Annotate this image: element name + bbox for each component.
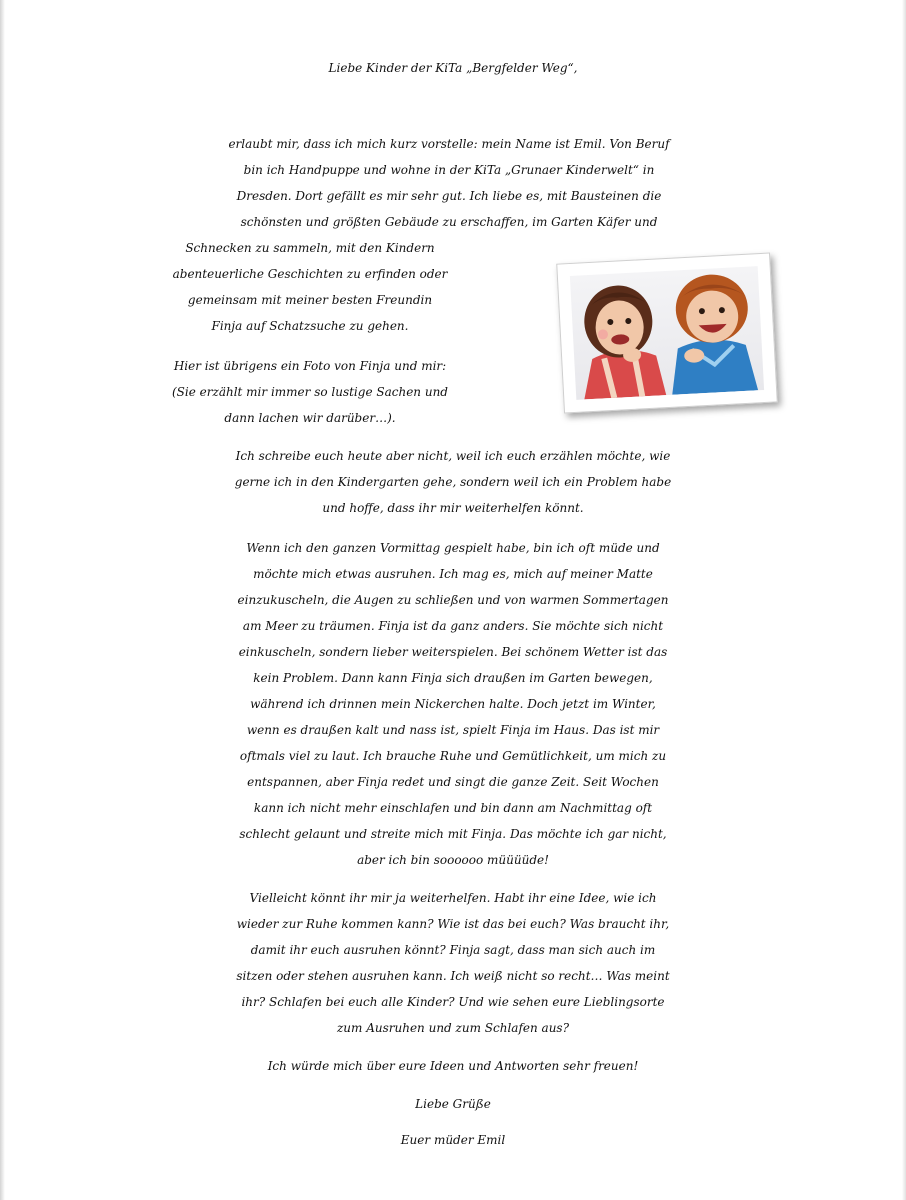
letter-signature: Euer müder Emil	[400, 1133, 506, 1147]
letter-line: zum Ausruhen und zum Schlafen aus?	[336, 1021, 570, 1035]
letter-line: Wenn ich den ganzen Vormittag gespielt habe, bin ich oft müde und	[246, 541, 660, 555]
letter-line: Hier ist übrigens ein Foto von Finja und mir:	[173, 359, 447, 373]
letter-line: während ich drinnen mein Nickerchen halte. Doch jetzt im Winter,	[250, 697, 656, 711]
letter-line: gemeinsam mit meiner besten Freundin	[187, 293, 433, 307]
letter-closing: Liebe Grüße	[415, 1097, 491, 1111]
letter-line: Vielleicht könnt ihr mir ja weiterhelfen. Habt ihr eine Idee, wie ich	[249, 891, 657, 905]
letter-line: oftmals viel zu laut. Ich brauche Ruhe und Gemütlichkeit, um mich zu	[239, 749, 667, 763]
letter-line: erlaubt mir, dass ich mich kurz vorstelle: mein Name ist Emil. Von Beruf	[228, 137, 670, 151]
letter-line: Ich würde mich über eure Ideen und Antworten sehr freuen!	[267, 1059, 639, 1073]
letter-line: schlecht gelaunt und streite mich mit Finja. Das möchte ich gar nicht,	[239, 827, 667, 841]
letter-line: aber ich bin soooooo müüüüde!	[357, 853, 549, 867]
letter-line: einzukuscheln, die Augen zu schließen und von warmen Sommertagen	[237, 593, 669, 607]
letter-line: Dresden. Dort gefällt es mir sehr gut. Ich liebe es, mit Bausteinen die	[236, 189, 662, 203]
letter-line: ihr? Schlafen bei euch alle Kinder? Und wie sehen eure Lieblingsorte	[241, 995, 665, 1009]
letter-line: Finja auf Schatzsuche zu gehen.	[211, 319, 409, 333]
puppets-photo	[556, 253, 778, 414]
letter-line: kann ich nicht mehr einschlafen und bin dann am Nachmittag oft	[253, 801, 653, 815]
letter-line: (Sie erzählt mir immer so lustige Sachen und	[172, 385, 448, 399]
letter-greeting: Liebe Kinder der KiTa „Bergfelder Weg“,	[328, 61, 578, 75]
letter-line: schönsten und größten Gebäude zu erschaffen, im Garten Käfer und	[240, 215, 658, 229]
puppets-illustration	[570, 266, 764, 400]
letter-line: wenn es draußen kalt und nass ist, spielt Finja im Haus. Das ist mir	[246, 723, 660, 737]
puppets-photo-icon	[570, 266, 764, 400]
letter-line: Schnecken zu sammeln, mit den Kindern	[185, 241, 435, 255]
letter-line: möchte mich etwas ausruhen. Ich mag es, mich auf meiner Matte	[253, 567, 653, 581]
letter-line: sitzen oder stehen ausruhen kann. Ich weiß nicht so recht… Was meint	[236, 969, 670, 983]
letter-line: dann lachen wir darüber…).	[224, 411, 396, 425]
letter-line: Ich schreibe euch heute aber nicht, weil ich euch erzählen möchte, wie	[235, 449, 671, 463]
letter-line: kein Problem. Dann kann Finja sich draußen im Garten bewegen,	[253, 671, 653, 685]
letter-line: gerne ich in den Kindergarten gehe, sondern weil ich ein Problem habe	[234, 475, 672, 489]
letter-line: am Meer zu träumen. Finja ist da ganz anders. Sie möchte sich nicht	[242, 619, 664, 633]
letter-line: abenteuerliche Geschichten zu erfinden oder	[172, 267, 448, 281]
letter-line: und hoffe, dass ihr mir weiterhelfen könnt.	[322, 501, 584, 515]
letter-line: einkuscheln, sondern lieber weiterspielen. Bei schönem Wetter ist das	[238, 645, 668, 659]
letter-line: bin ich Handpuppe und wohne in der KiTa „Grunaer Kinderwelt“ in	[243, 163, 655, 177]
letter-line: entspannen, aber Finja redet und singt die ganze Zeit. Seit Wochen	[247, 775, 659, 789]
letter-line: wieder zur Ruhe kommen kann? Wie ist das bei euch? Was braucht ihr,	[236, 917, 670, 931]
letter-line: damit ihr euch ausruhen könnt? Finja sagt, dass man sich auch im	[250, 943, 656, 957]
